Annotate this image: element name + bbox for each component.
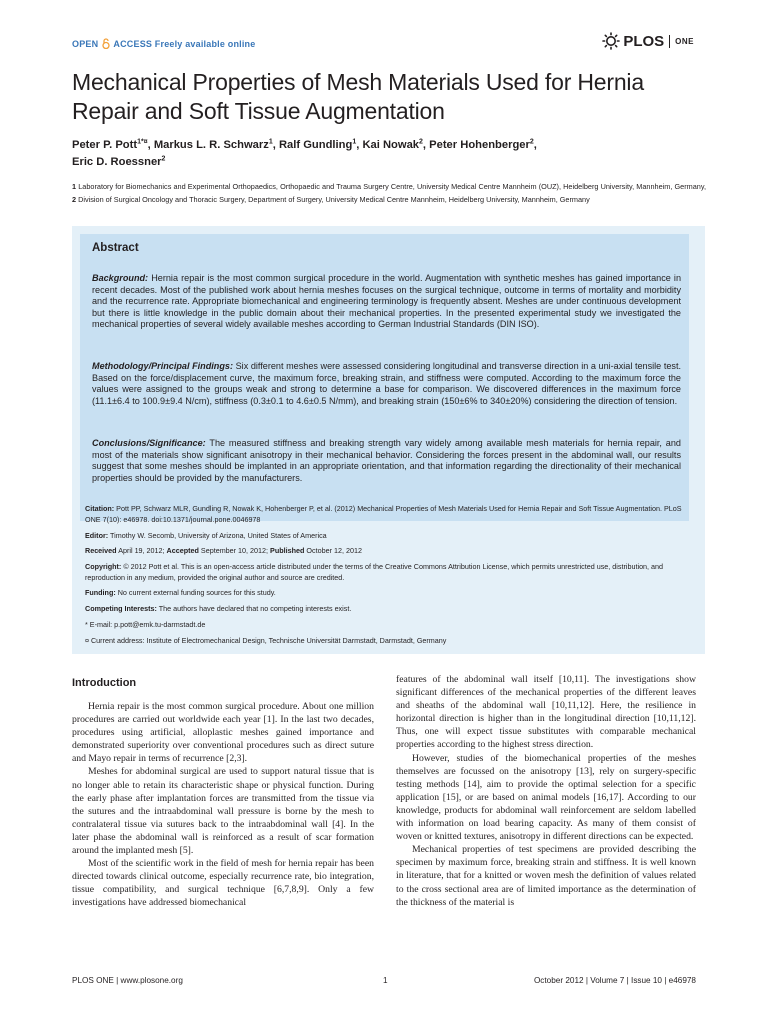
abstract-background [92, 273, 681, 331]
meta-label: Citation: [85, 504, 115, 513]
plos-one-logo [602, 31, 694, 51]
article-title: Mechanical Properties of Mesh Materials Used for Hernia Repair and Soft Tissue Augmentation [72, 69, 644, 124]
affiliation-number: 1 [72, 182, 77, 191]
author-name: Eric D. Roessner [72, 156, 162, 168]
logo-divider [669, 35, 670, 48]
body-paragraph: features of the abdominal wall itself [10,11]. The investigations show significant differences of the mechanical properties of the different leaves and sheaths of the abdominal wall [10,11,12]. Here, the resilience in horizontal direction is higher than in the longitudinal direction [10,11,12]. Thus, one will expect tissue substitutes with comparable mechanical properties according to the highest stress direction. [396, 674, 696, 751]
journal-name: ONE [675, 36, 694, 46]
author-affil-mark: 1 [268, 138, 273, 146]
dates-line [85, 546, 685, 557]
corresponding-email[interactable]: * E-mail: p.pott@emk.tu-darmstadt.de [85, 620, 206, 629]
meta-label: Copyright: [85, 562, 122, 571]
body-paragraph: Meshes for abdominal surgical are used to support natural tissue that is no longer able to retain its characteristic shape or physical function. During the early phase after implantation forces are transmitted from the tissue via the sutures and the intraabdominal wall pressure is borne by the mesh to contralateral tissue via sutures back to the intraabdominal wall [4]. In the later phase the abdominal wall is reinforced as a result of scar formation around the implanted mesh [5]. [72, 766, 374, 857]
author-list: Peter P. Pott$^{1*¤}$, Markus L. R. Schwarz$^1$, Ralf Gundling$^1$, Kai Nowak$^2$, Peter Hohenberger$^2$, Eric D. Roessner$^2$ [72, 138, 537, 168]
author-name: Kai Nowak [362, 139, 420, 151]
footer-issue-info: October 2012 | Volume 7 | Issue 10 | e46978 [533, 976, 696, 985]
published-date: October 12, 2012 [306, 546, 362, 555]
affiliation-text: Division of Surgical Oncology and Thoracic Surgery, Department of Surgery, University Medical Centre Mannheim, Heidelberg University, Mannheim, Germany [78, 195, 590, 204]
author-affil-mark: 2 [529, 138, 534, 146]
body-column-right [396, 673, 696, 909]
abstract-section-text: The measured stiffness and breaking strength vary widely among available mesh materials for hernia repair, and most of the materials show significant anisotropy in their mechanical behavior. Considering the forces present in the abdominal wall, our results suggest that some meshes should be implanted in an appropriate orientation, and that information regarding the directionality of their mechanical properties should be provided by the manufacturers. [92, 438, 681, 483]
author-name: Ralf Gundling [278, 139, 353, 151]
author-affil-mark: 2 [161, 155, 166, 163]
author-name: Markus L. R. Schwarz [153, 139, 269, 151]
body-paragraph: Hernia repair is the most common surgical procedure. About one million procedures are carried out worldwide each year [1]. In the last two decades, procedures using artificial, alloplastic meshes gained importance and demonstrated superiority over conventional procedures such as direct suture and Mayo repair in terms of recurrence [2,3]. [72, 701, 374, 765]
abstract-box [72, 226, 705, 654]
abstract-methods [92, 361, 681, 407]
funding-text: No current external funding sources for this study. [117, 588, 276, 597]
copyright-text: © 2012 Pott et al. This is an open-access article distributed under the terms of the Creative Commons Attribution License, which permits unrestricted use, distribution, and reproduction in any medium, provided the original author and source are credited. [85, 562, 664, 582]
page-number: 1 [383, 976, 388, 985]
access-label: ACCESS Freely available online [113, 39, 256, 49]
footer-journal: PLOS ONE | www.plosone.org [72, 976, 183, 985]
received-date: April 19, 2012; [118, 546, 165, 555]
competing-interests-line [85, 604, 685, 615]
editor-text: Timothy W. Secomb, University of Arizona, United States of America [110, 531, 327, 540]
abstract-section-label: Methodology/Principal Findings: [92, 361, 234, 371]
open-lock-icon [102, 38, 110, 51]
body-paragraph: However, studies of the biomechanical properties of the meshes themselves are focussed on the anisotropy [13], rely on surgery-specific testing methods [14], aim to provide the optimal selection for a specific application [15], or are based on animal models [16,17]. According to our knowledge, products for abdominal wall reinforcement are seldom labelled with information on load bearing capacity. As many of them consist of woven or knitted textures, anisotropy in different directions can be expected. [396, 752, 696, 843]
body-column-left [72, 700, 374, 910]
body-paragraph: Most of the scientific work in the field of mesh for hernia repair has been directed towards clinical outcome, especially recurrence rate, bio integration, tissue compatibility, and surgical technique [6,7,8,9]. Only a few investigations have addressed biomechanical [72, 858, 374, 909]
current-address: ¤ Current address: Institute of Electromechanical Design, Technische Universität Darmstadt, Darmstadt, Germany [85, 636, 447, 645]
competing-text: The authors have declared that no competing interests exist. [158, 604, 352, 613]
meta-label: Competing Interests: [85, 604, 157, 613]
abstract-section-text: Six different meshes were assessed considering longitudinal and transverse direction in a uni-axial tensile test. Based on the force/displacement curve, the maximum force, breaking strain, and stiffness were computed. According to the maximum force the values were assigned to the groups weak and strong to determine a base for comparison. We discovered differences in the maximum force (11.1±6.4 to 100.9±9.4 N/cm), stiffness (0.3±0.1 to 4.6±0.5 N/mm), and breaking strain (150±6% to 340±20%) considering the direction of tension. [92, 361, 682, 406]
abstract-section-text: Hernia repair is the most common surgical procedure in the world. Augmentation with synthetic meshes has gained importance in recent decades. Most of the published work about hernia meshes focuses on the surgical technique, outcome in terms of mortality and morbidity and the recurrence rate. Appropriate biomechanical and engineering terminology is frequently absent. Meshes are under continuous development but there is little knowledge in the public domain about their mechanical properties. In the presented experimental study we investigated the mechanical properties of several widely available meshes according to German Industrial Standards (DIN ISO). [92, 273, 681, 330]
author-name: Peter Hohenberger [429, 139, 530, 151]
meta-label: Accepted [166, 546, 199, 555]
author-affil-mark: 1 [352, 138, 357, 146]
plos-wordmark: PLOS [623, 32, 665, 50]
author-name: Peter P. Pott [72, 139, 138, 151]
editor-line [85, 531, 685, 542]
open-label: OPEN [72, 39, 99, 49]
abstract-section-label: Conclusions/Significance: [92, 438, 206, 448]
open-access-banner [72, 38, 255, 51]
abstract-heading: Abstract [92, 242, 139, 254]
meta-label: Editor: [85, 531, 109, 540]
meta-label: Received [85, 546, 117, 555]
author-affil-mark: 1*¤ [137, 138, 148, 146]
affiliation-text: Laboratory for Biomechanics and Experimental Orthopaedics, Orthopaedic and Trauma Surgery Centre, University Medical Centre Mannheim (OUZ), Heidelberg University, Mannheim, Germany, [78, 182, 706, 191]
author-affil-mark: 2 [419, 138, 423, 146]
copyright-line [85, 562, 685, 583]
abstract-panel [80, 234, 689, 521]
abstract-conclusions [92, 438, 681, 484]
accepted-date: September 10, 2012; [200, 546, 269, 555]
plos-sun-icon [602, 32, 620, 50]
affiliations [72, 180, 706, 206]
affiliation-number: 2 [72, 195, 77, 204]
meta-label: Published [270, 546, 305, 555]
introduction-heading: Introduction [72, 677, 137, 689]
citation-text: Pott PP, Schwarz MLR, Gundling R, Nowak K, Hohenberger P, et al. (2012) Mechanical Properties of Mesh Materials Used for Hernia Repair and Soft Tissue Augmentation. PLoS ONE 7(10): e46978. doi:10.1371/journal.pone.0046978 [85, 504, 682, 524]
funding-line [85, 588, 685, 599]
meta-label: Funding: [85, 588, 116, 597]
body-paragraph: Mechanical properties of test specimens are provided describing the specimen by maximum force, breaking strain and stiffness. It is well known in literature, that for a knitted or woven mesh the definition of values related to the cross sectional area are of limited importance as the determination of the thickness of the material is [396, 844, 696, 908]
abstract-section-label: Background: [92, 273, 149, 283]
citation-line [85, 504, 685, 525]
